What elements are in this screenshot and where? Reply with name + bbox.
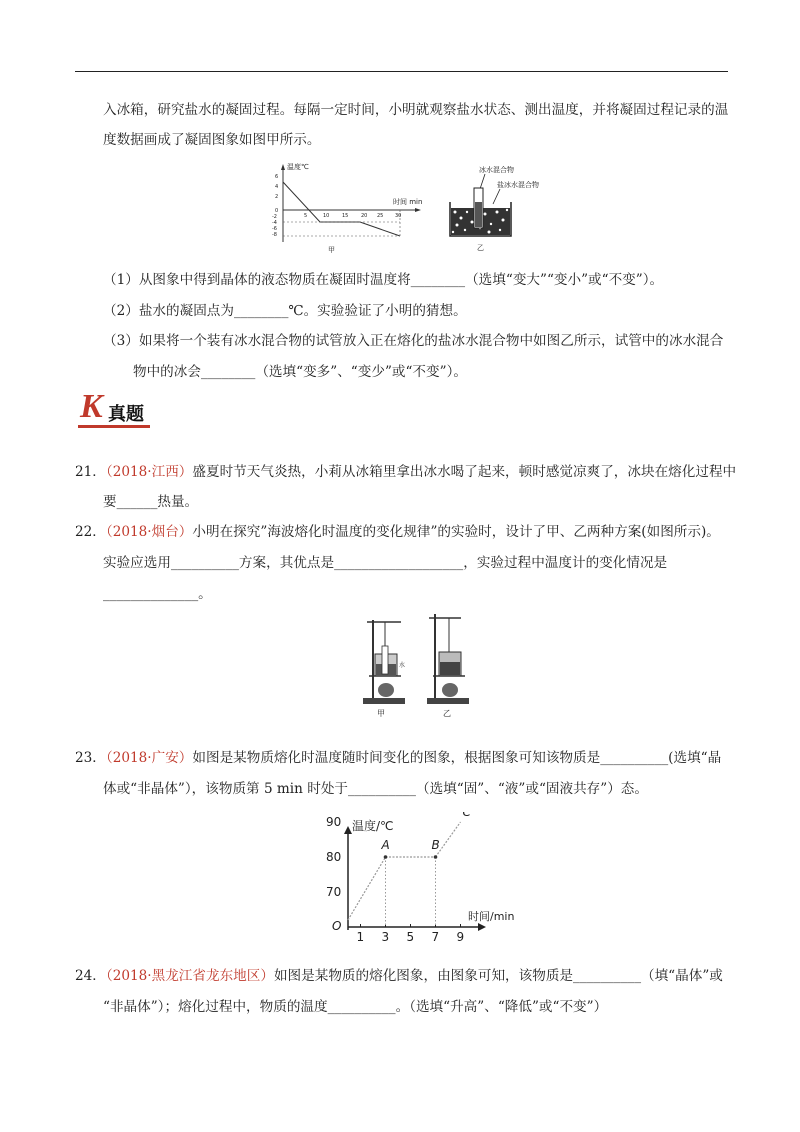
graph-caption: 甲 [328, 246, 335, 254]
graph-xtick: 5 [304, 213, 308, 219]
graph-xlabel: 时间 min [393, 198, 423, 206]
question-text: 如图是某物质的熔化图象，由图象可知，该物质是__________（填“晶体”或 [273, 968, 723, 984]
graph-ytick: -8 [272, 232, 277, 238]
apparatus-caption-left: 甲 [377, 709, 385, 718]
chart-xtick-label: 5 [406, 930, 415, 944]
chart-point-label-a: A [381, 838, 390, 852]
intro-line-2: 度数据画成了凝固图象如图甲所示。 [103, 132, 321, 148]
question-source: （2018·江西） [105, 464, 193, 480]
question-1: （1）从图象中得到晶体的液态物质在凝固时温度将________（选填“变大”“变小”或“不变”）。 [103, 272, 664, 288]
question-23-line-2: 体或“非晶体”），该物质第 5 min 时处于__________（选填“固”、“液”或“固液共存”）态。 [103, 781, 648, 797]
section-letter: K [80, 388, 103, 425]
chart-ytick-label: 80 [326, 850, 342, 864]
chart-xtick-label: 1 [356, 930, 365, 944]
chart-ylabel: 温度/℃ [352, 819, 394, 833]
question-24-line-2: “非晶体”）；熔化过程中，物质的温度__________。（选填“升高”、“降低”或“不变”） [103, 999, 608, 1015]
chart-xtick-label: 3 [381, 930, 390, 944]
question-number: 23． [75, 750, 106, 766]
chart-xtick-label: 9 [456, 930, 465, 944]
chart-origin: O [332, 919, 342, 933]
chart-point-label-c: C [462, 812, 471, 819]
question-24-line-1 [75, 966, 723, 986]
chart-ytick-label: 90 [326, 815, 342, 829]
figure-melting-chart [320, 812, 530, 950]
header-rule [75, 71, 728, 72]
question-3-line-1: （3）如果将一个装有冰水混合物的试管放入正在熔化的盐冰水混合物中如图乙所示，试管中的冰水混合 [103, 333, 724, 349]
chart-xlabel: 时间/min [468, 910, 515, 923]
graph-ytick: 0 [275, 208, 279, 214]
question-source: （2018·广安） [105, 750, 193, 766]
graph-ytick: 6 [275, 174, 279, 180]
graph-ytick: -6 [272, 226, 277, 232]
chart-y-arrow [344, 826, 352, 834]
beaker-caption: 乙 [477, 244, 484, 252]
graph-xtick: 15 [342, 213, 349, 219]
question-23-line-1 [75, 748, 721, 768]
question-22-line-3: ______________。 [103, 586, 212, 602]
graph-xtick: 10 [323, 213, 330, 219]
beaker-label-mid: 盐冰水混合物 [497, 181, 539, 189]
question-text: 如图是某物质熔化时温度随时间变化的图象，根据图象可知该物质是__________(选填“晶 [192, 750, 722, 766]
question-21-line-1 [75, 462, 736, 482]
section-title: 真题 [108, 404, 144, 425]
question-21-line-2: 要______热量。 [103, 494, 199, 510]
chart-ytick-label: 70 [326, 885, 342, 899]
graph-xtick: 30 [395, 213, 402, 219]
question-3-line-2: 物中的冰会________（选填“变多”、“变少”或“不变”）。 [133, 364, 467, 380]
apparatus-caption-right: 乙 [443, 709, 451, 718]
chart-x-arrow [478, 923, 486, 931]
question-22-line-1 [75, 522, 720, 542]
chart-series-segment [348, 857, 386, 920]
question-text: 盛夏时节天气炎热，小莉从冰箱里拿出冰水喝了起来，顿时感觉凉爽了，冰块在熔化过程中 [192, 464, 737, 480]
question-number: 21． [75, 464, 106, 480]
question-source: （2018·烟台） [105, 524, 193, 540]
graph-xtick: 25 [377, 213, 384, 219]
apparatus-water-label: 水 [399, 662, 406, 669]
question-text: 小明在探究”海波熔化时温度的变化规律”的实验时，设计了甲、乙两种方案(如图所示)。 [192, 524, 720, 540]
graph-ytick: -4 [272, 220, 277, 226]
chart-point-label-b: B [431, 838, 440, 852]
chart-point-b [434, 855, 438, 859]
chart-point-a [384, 855, 388, 859]
question-number: 24． [75, 968, 106, 984]
figure-apparatus [355, 612, 485, 722]
figure-freezing-graph [265, 160, 435, 255]
question-number: 22． [75, 524, 106, 540]
graph-xtick: 20 [361, 213, 368, 219]
chart-xtick-label: 7 [431, 930, 440, 944]
beaker-label-top: 冰水混合物 [479, 166, 514, 174]
figure-beaker [445, 162, 555, 254]
section-underline [78, 425, 150, 428]
graph-ylabel: 温度℃ [287, 163, 309, 171]
graph-ytick: 4 [275, 184, 279, 190]
question-source: （2018·黑龙江省龙东地区） [105, 968, 274, 984]
graph-ytick: -2 [272, 214, 277, 220]
section-heading [78, 388, 158, 432]
graph-ytick: 2 [275, 194, 279, 200]
question-2: （2）盐水的凝固点为________℃。实验验证了小明的猜想。 [103, 303, 467, 319]
question-22-line-2: 实验应选用__________方案，其优点是___________________，实验过程中温度计的变化情况是 [103, 555, 668, 571]
intro-line-1: 入冰箱，研究盐水的凝固过程。每隔一定时间，小明就观察盐水状态、测出温度，并将凝固过程记录的温 [103, 102, 729, 118]
